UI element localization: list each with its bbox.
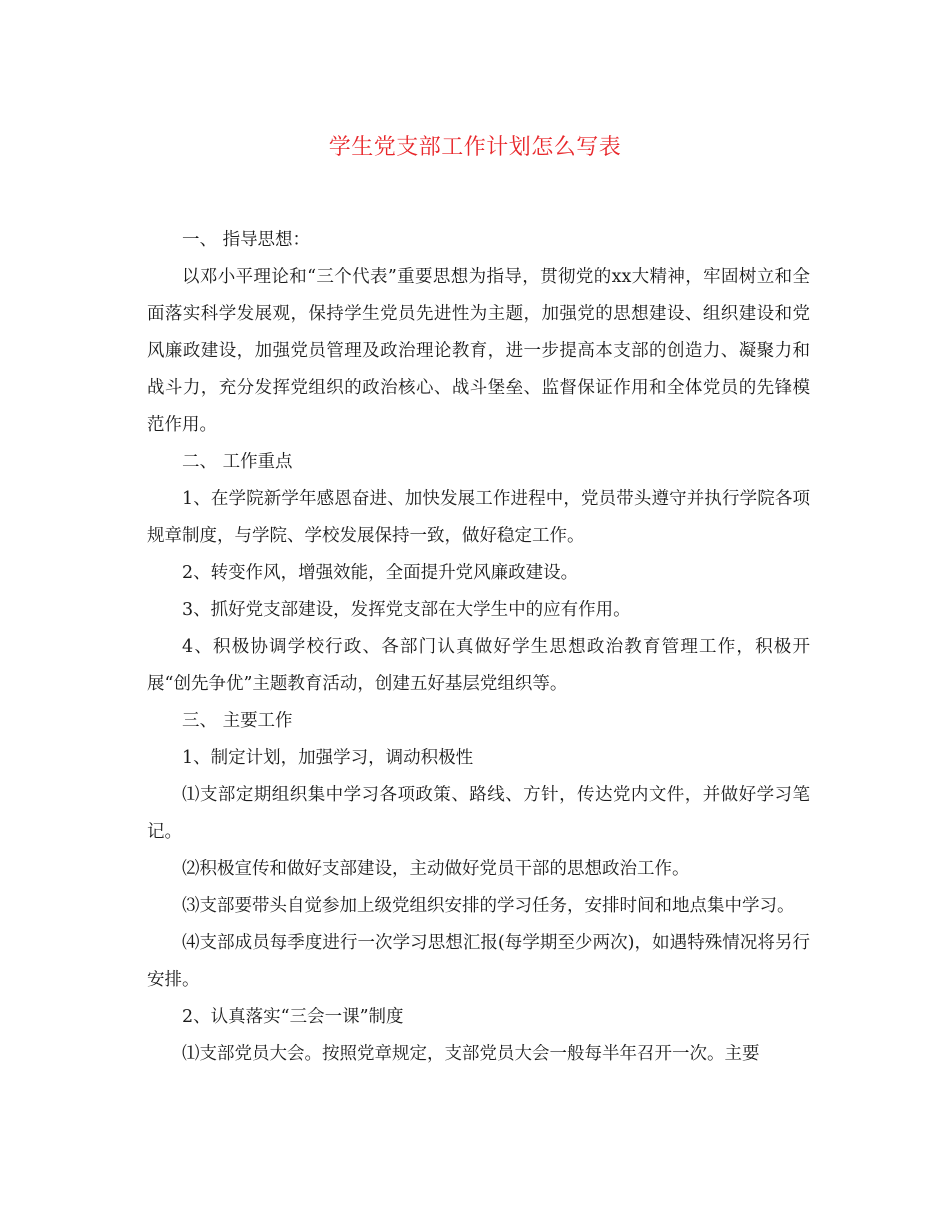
paragraph-plan-item-4: ⑷支部成员每季度进行一次学习思想汇报(每学期至少两次)，如遇特殊情况将另行安排。 — [147, 933, 810, 990]
document-title: 学生党支部工作计划怎么写表 — [328, 135, 622, 160]
section-heading-guiding-thought: 一、 指导思想： — [182, 230, 311, 250]
subheading-three-meetings-one-lesson: 2、认真落实“三会一课”制度 — [182, 1007, 404, 1027]
paragraph-plan-item-2: ⑵积极宣传和做好支部建设，主动做好党员干部的思想政治工作。 — [182, 859, 690, 879]
paragraph-focus-3: 3、抓好党支部建设，发挥党支部在大学生中的应有作用。 — [182, 600, 631, 620]
paragraph-focus-1: 1、在学院新学年感恩奋进、加快发展工作进程中，党员带头遵守并执行学院各项规章制度，与学院、学校发展保持一致，做好稳定工作。 — [147, 489, 810, 546]
document-body — [147, 222, 810, 1073]
paragraph-focus-4: 4、积极协调学校行政、各部门认真做好学生思想政治教育管理工作，积极开展“创先争优”主题教育活动，创建五好基层党组织等。 — [147, 637, 810, 694]
section-heading-work-focus: 二、 工作重点 — [182, 452, 293, 472]
subheading-plan-and-study: 1、制定计划，加强学习，调动积极性 — [182, 748, 474, 768]
paragraph-plan-item-1: ⑴支部定期组织集中学习各项政策、路线、方针，传达党内文件，并做好学习笔记。 — [147, 785, 810, 842]
paragraph-plan-item-3: ⑶支部要带头自觉参加上级党组织安排的学习任务，安排时间和地点集中学习。 — [182, 896, 795, 916]
section-heading-main-work: 三、 主要工作 — [182, 711, 293, 731]
paragraph-meeting-item-1: ⑴支部党员大会。按照党章规定，支部党员大会一般每半年召开一次。主要 — [182, 1044, 760, 1064]
paragraph-guiding-thought: 以邓小平理论和“三个代表”重要思想为指导，贯彻党的xx大精神，牢固树立和全面落实科学发展观，保持学生党员先进性为主题，加强党的思想建设、组织建设和党风廉政建设，加强党员管理及政治理论教育，进一步提高本支部的创造力、凝聚力和战斗力，充分发挥党组织的政治核心、战斗堡垒、监督保证作用和全体党员的先锋模范作用。 — [147, 267, 810, 435]
paragraph-focus-2: 2、转变作风，增强效能，全面提升党风廉政建设。 — [182, 563, 579, 583]
